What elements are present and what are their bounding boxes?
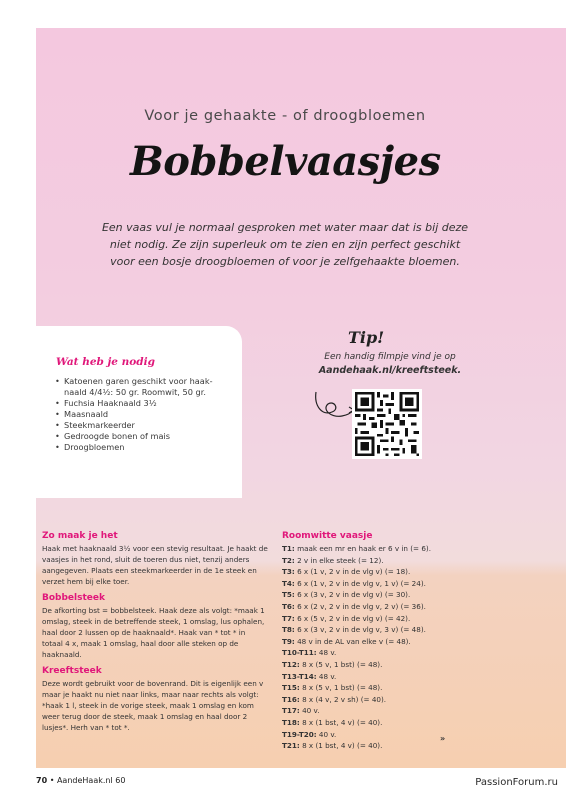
list-item [282, 589, 482, 601]
list-item [282, 555, 482, 567]
section-heading: Zo maak je het [42, 531, 118, 541]
row-label: T12: [282, 659, 300, 669]
tip-text [300, 350, 480, 378]
row-text: 48 v in de AL van elke v (= 48). [294, 636, 411, 646]
list-item [282, 601, 482, 613]
row-text: 40 v. [316, 729, 337, 739]
tip-link[interactable]: Aandehaak.nl/kreeftsteek. [318, 365, 462, 376]
row-text: 48 v. [316, 671, 337, 681]
row-text: 8 x (1 bst, 4 v) (= 40). [299, 741, 383, 751]
row-text: 8 x (5 v, 1 bst) (= 48). [299, 659, 383, 669]
row-text: 48 v. [316, 648, 337, 658]
instructions-column [42, 530, 268, 738]
list-item [282, 671, 482, 683]
row-text: 40 v. [299, 706, 320, 716]
row-text: 6 x (1 v, 2 v in de vlg v) (= 18). [294, 567, 411, 577]
list-item [282, 705, 482, 717]
row-label: T18: [282, 717, 300, 727]
pattern-rows [282, 543, 482, 752]
continue-arrow-icon: » [440, 734, 446, 743]
list-item [282, 659, 482, 671]
list-item [282, 636, 482, 648]
section-text: Haak met haaknaald 3½ voor een stevig resultaat. Je haakt de vaasjes in het rond, sluit de toeren dus niet, tenzij anders aangegeven. Plaats een steekmarkeerder in de 1e steek en verzet hem bij elke toer. [42, 544, 268, 586]
article-title: Bobbelvaasjes [130, 138, 441, 185]
article-subtitle: Voor je gehaakte - of droogbloemen [144, 108, 426, 124]
section-text: De afkorting bst = bobbelsteek. Haak deze als volgt: *maak 1 omslag, steek in de betreffende steek, 1 omslag, lus ophalen, haal door 2 lussen op de haaknaald*. Haak van * tot * in totaal 4 x, maak 1 omslag, haal door alle steken op de haaknaald. [42, 606, 265, 659]
row-label: T4: [282, 578, 295, 588]
row-label: T19-T20: [282, 729, 317, 739]
list-item [282, 694, 482, 706]
list-item [282, 566, 482, 578]
list-item: • Droogbloemen [55, 442, 235, 453]
pattern-column [282, 530, 482, 752]
list-item [282, 624, 482, 636]
list-item [282, 613, 482, 625]
row-label: T16: [282, 694, 300, 704]
row-text: 2 v in elke steek (= 12). [294, 555, 384, 565]
list-item [282, 729, 482, 741]
tip-label: Tip! [348, 328, 385, 347]
row-label: T2: [282, 555, 295, 565]
list-item: • Fuchsia Haaknaald 3½ [55, 398, 235, 409]
row-label: T15: [282, 683, 300, 693]
list-item [282, 647, 482, 659]
row-label: T13-T14: [282, 671, 317, 681]
list-item: • Maasnaald [55, 409, 235, 420]
materials-list [55, 376, 235, 453]
section-heading: Bobbelsteek [42, 593, 105, 603]
row-label: T3: [282, 567, 295, 577]
row-label: T6: [282, 601, 295, 611]
row-text: 6 x (3 v, 2 v in de vlg v) (= 30). [294, 590, 411, 600]
list-item [282, 543, 482, 555]
section-heading: Kreeftsteek [42, 666, 102, 676]
materials-title: Wat heb je nodig [56, 356, 155, 368]
list-item: • Katoenen garen geschikt voor haak-naald 4/4½: 50 gr. Roomwit, 50 gr. [55, 376, 235, 398]
row-text: 8 x (1 bst, 4 v) (= 40). [299, 717, 383, 727]
page-footer [36, 776, 125, 785]
qr-code-icon[interactable] [352, 389, 422, 459]
row-text: 8 x (5 v, 1 bst) (= 48). [299, 683, 383, 693]
row-text: 6 x (1 v, 2 v in de vlg v, 1 v) (= 24). [294, 578, 426, 588]
row-label: T21: [282, 741, 300, 751]
list-item [282, 717, 482, 729]
section-text: Deze wordt gebruikt voor de bovenrand. Dit is eigenlijk een v maar je haakt nu niet naar links, maar naar rechts als volgt: *haak 1 l, steek in de vorige steek, maak 1 omslag en kom weer terug door de steek, maak 1 omslag en haal door 2 lusjes*. Herh van * tot *. [42, 679, 264, 732]
page-number: 70 [36, 776, 48, 785]
list-item [282, 682, 482, 694]
row-label: T8: [282, 625, 295, 635]
row-text: maak een mr en haak er 6 v in (= 6). [294, 544, 431, 553]
section-heading: Roomwitte vaasje [282, 531, 373, 541]
row-label: T5: [282, 590, 295, 600]
row-label: T10-T11: [282, 648, 317, 658]
footer-bullet: • [49, 776, 55, 785]
row-text: 6 x (3 v, 2 v in de vlg v, 3 v) (= 48). [294, 625, 426, 635]
row-text: 6 x (2 v, 2 v in de vlg v, 2 v) (= 36). [294, 601, 426, 611]
article-intro: Een vaas vul je normaal gesproken met water maar dat is bij deze niet nodig. Ze zijn superleuk om te zien en zijn perfect geschikt voor een bosje droogbloemen of voor je zelfgehaakte bloemen. [101, 221, 469, 268]
list-item [282, 740, 482, 752]
list-item [282, 578, 482, 590]
list-item: • Steekmarkeerder [55, 420, 235, 431]
watermark: PassionForum.ru [475, 777, 558, 788]
magazine-name: AandeHaak.nl 60 [56, 776, 126, 785]
list-item: • Gedroogde bonen of mais [55, 431, 235, 442]
row-text: 6 x (5 v, 2 v in de vlg v) (= 42). [294, 613, 411, 623]
row-text: 8 x (4 v, 2 v sh) (= 40). [299, 694, 387, 704]
row-label: T7: [282, 613, 295, 623]
row-label: T17: [282, 706, 300, 716]
tip-line: Een handig filmpje vind je op [324, 352, 456, 362]
row-label: T9: [282, 636, 295, 646]
row-label: T1: [282, 544, 295, 553]
